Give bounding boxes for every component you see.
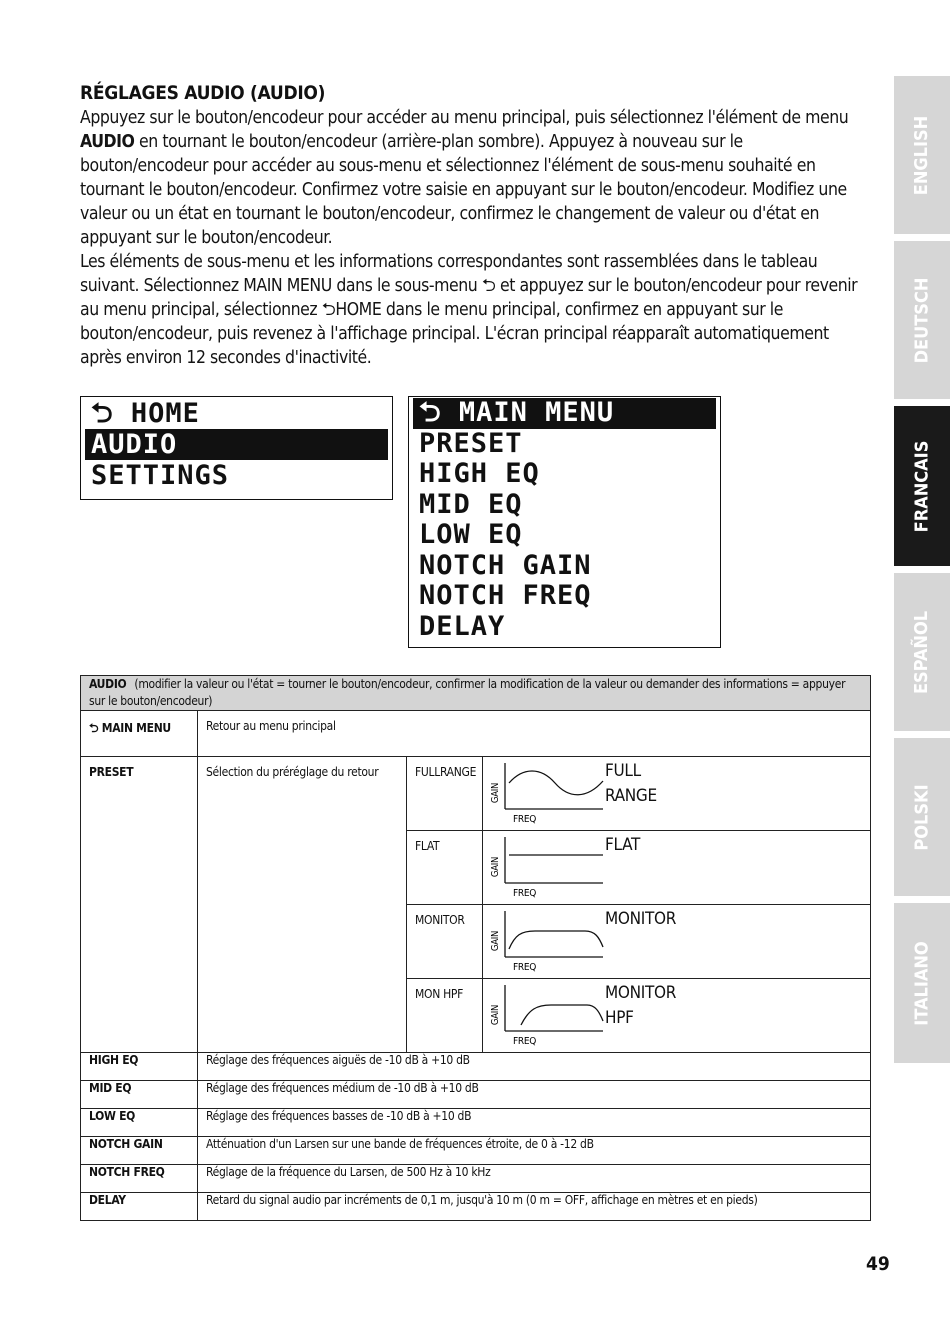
curve-label-flat xyxy=(605,833,640,858)
preset-name-monitor: MONITOR xyxy=(407,905,483,979)
row-desc-low-eq: Réglage des fréquences basses de -10 dB à +10 dB xyxy=(198,1109,871,1137)
lcd-row-settings: SETTINGS xyxy=(91,460,230,491)
tab-deutsch[interactable] xyxy=(894,241,950,399)
tab-label: ITALIANO xyxy=(911,940,933,1026)
row-desc-main-menu: Retour au menu principal xyxy=(198,711,871,757)
row-desc-notch-gain: Atténuation d'un Larsen sur une bande de fréquences étroite, de 0 à -12 dB xyxy=(198,1137,871,1165)
lcd-row-home: ⮌ HOME xyxy=(91,398,200,429)
tab-italiano[interactable] xyxy=(894,903,950,1063)
intro-paragraph xyxy=(80,106,870,250)
intro-text-end: en tournant le bouton/encodeur (arrière-plan sombre). Appuyez à nouveau sur le bouton/encodeur pour accéder au sous-menu et sélectionnez l'élément de sous-menu souhaité en tournant le bouton/encodeur. Confirmez votre saisie en appuyant sur le bouton/encodeur. Modifiez une valeur ou un état en tournant le bouton/encodeur, confirmez le changement de valeur ou d'état en appuyant sur le bouton/encodeur. xyxy=(80,132,847,248)
row-label-notch-freq: NOTCH FREQ xyxy=(81,1165,198,1193)
preset-name-flat: FLAT xyxy=(407,831,483,905)
lcd-row-high-eq: HIGH EQ xyxy=(419,458,540,489)
lcd-row-mid-eq: MID EQ xyxy=(419,488,523,520)
gain-axis-label: GAIN xyxy=(490,856,501,878)
tab-espanol[interactable] xyxy=(894,573,950,731)
row-label-low-eq: LOW EQ xyxy=(81,1109,198,1137)
row-label-main-menu: ⮌ MAIN MENU xyxy=(81,711,198,757)
tab-label: ENGLISH xyxy=(911,115,933,195)
row-desc-delay: Retard du signal audio par incréments de 0,1 m, jusqu'à 10 m (0 m = OFF, affichage en mètres et en pieds) xyxy=(198,1193,871,1221)
lcd-row-notch-freq: NOTCH FREQ xyxy=(419,580,592,611)
curve-label-line2: RANGE xyxy=(605,786,657,806)
intro-text-bold: AUDIO xyxy=(80,132,135,152)
lcd-row-preset: PRESET xyxy=(419,427,523,459)
lcd-row-low-eq: LOW EQ xyxy=(419,519,523,550)
lcd-row-delay: DELAY xyxy=(419,610,506,642)
lcd-row-main-menu: ⮌ MAIN MENU xyxy=(413,398,716,429)
gain-axis-label: GAIN xyxy=(490,782,501,804)
tab-english[interactable] xyxy=(894,76,950,234)
lcd-row-notch-gain: NOTCH GAIN xyxy=(419,549,592,581)
tab-label: POLSKI xyxy=(911,783,933,851)
row-label-notch-gain: NOTCH GAIN xyxy=(81,1137,198,1165)
gain-axis-label: GAIN xyxy=(490,1004,501,1026)
freq-axis-label: FREQ xyxy=(513,1036,536,1047)
curve-label-fullrange xyxy=(605,759,657,809)
freq-axis-label: FREQ xyxy=(513,962,536,973)
preset-curve-monitor xyxy=(483,905,871,979)
row-label-high-eq: HIGH EQ xyxy=(81,1053,198,1081)
preset-curve-fullrange xyxy=(483,757,871,831)
curve-label-line1: FLAT xyxy=(605,835,640,855)
audio-menu-table xyxy=(80,675,871,1221)
curve-label-line1: FULL xyxy=(605,761,641,781)
freq-axis-label: FREQ xyxy=(513,888,536,899)
tab-label: ESPAÑOL xyxy=(911,610,933,694)
section-content xyxy=(80,82,870,370)
intro-text-start: Appuyez sur le bouton/encodeur pour accéder au menu principal, puis sélectionnez l'élément de menu xyxy=(80,108,849,128)
row-desc-high-eq: Réglage des fréquences aiguës de -10 dB à +10 dB xyxy=(198,1053,871,1081)
table-row xyxy=(81,1053,871,1081)
tab-polski[interactable] xyxy=(894,738,950,896)
table-header xyxy=(81,676,871,711)
curve-label-line1: MONITOR xyxy=(605,909,677,929)
tab-label: FRANCAIS xyxy=(911,440,933,532)
table-row xyxy=(81,1137,871,1165)
preset-name-fullrange: FULLRANGE xyxy=(407,757,483,831)
table-row xyxy=(81,1165,871,1193)
row-label-preset: PRESET xyxy=(81,757,198,1053)
submenu-paragraph: Les éléments de sous-menu et les informations correspondantes sont rassemblées dans le tableau suivant. Sélectionnez MAIN MENU dans le sous-menu ⮌ et appuyez sur le bouton/encodeur pour revenir au menu principal, sélectionnez ⮌HOME dans le menu principal, confirmez en appuyant sur le bouton/encodeur, puis revenez à l'affichage principal. L'écran principal réapparaît automatiquement après environ 12 secondes d'inactivité. xyxy=(80,252,858,368)
section-title: RÉGLAGES AUDIO (AUDIO) xyxy=(80,82,326,104)
curve-label-line2: HPF xyxy=(605,1008,634,1028)
page-number: 49 xyxy=(866,1253,890,1275)
row-desc-notch-freq: Réglage de la fréquence du Larsen, de 500 Hz à 10 kHz xyxy=(198,1165,871,1193)
table-row xyxy=(81,1193,871,1221)
monitor-curve-graph xyxy=(483,905,871,977)
preset-curve-flat xyxy=(483,831,871,905)
tab-francais[interactable] xyxy=(894,406,950,566)
table-row xyxy=(81,711,871,757)
mon-hpf-curve-graph xyxy=(483,979,871,1051)
lcd-row-audio: AUDIO xyxy=(85,429,388,460)
table-header-title: AUDIO xyxy=(89,677,127,691)
row-label-mid-eq: MID EQ xyxy=(81,1081,198,1109)
row-label-delay: DELAY xyxy=(81,1193,198,1221)
curve-label-line1: MONITOR xyxy=(605,983,677,1003)
preset-curve-mon-hpf xyxy=(483,979,871,1053)
table-row xyxy=(81,757,871,831)
table-row xyxy=(81,1081,871,1109)
curve-label-mon-hpf xyxy=(605,981,676,1031)
lcd-main-menu xyxy=(80,396,393,500)
table-row xyxy=(81,1109,871,1137)
gain-axis-label: GAIN xyxy=(490,930,501,952)
fullrange-curve-graph xyxy=(483,757,871,829)
preset-name-mon-hpf: MON HPF xyxy=(407,979,483,1053)
freq-axis-label: FREQ xyxy=(513,814,536,825)
curve-label-monitor xyxy=(605,907,676,932)
row-desc-mid-eq: Réglage des fréquences médium de -10 dB à +10 dB xyxy=(198,1081,871,1109)
table-header-row xyxy=(81,676,871,711)
tab-label: DEUTSCH xyxy=(911,277,933,363)
row-desc-preset: Sélection du préréglage du retour xyxy=(198,757,407,1053)
table-header-text: (modifier la valeur ou l'état = tourner le bouton/encodeur, confirmer la modification de la valeur ou demander des informations = appuyer sur le bouton/encodeur) xyxy=(89,677,846,708)
lcd-audio-submenu xyxy=(408,396,721,648)
flat-curve-graph xyxy=(483,831,871,903)
